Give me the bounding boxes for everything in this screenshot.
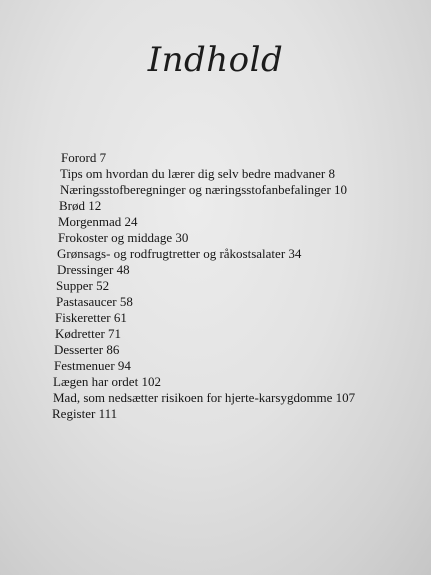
toc-entry: Supper 52 xyxy=(56,278,110,293)
toc-entry: Tips om hvordan du lærer dig selv bedre madvaner 8 xyxy=(60,166,335,181)
toc-entry: Mad, som nedsætter risikoen for hjerte-karsygdomme 107 xyxy=(53,390,356,405)
toc-entry: Forord 7 xyxy=(61,150,107,165)
toc-entry: Frokoster og middage 30 xyxy=(58,230,189,245)
toc-entry: Festmenuer 94 xyxy=(54,358,131,373)
toc-entry: Register 111 xyxy=(52,406,118,421)
toc-entry: Lægen har ordet 102 xyxy=(53,374,161,389)
toc-entry: Fiskeretter 61 xyxy=(55,310,127,325)
toc-entry: Næringsstofberegninger og næringsstofanbefalinger 10 xyxy=(60,182,348,197)
toc-entry: Pastasaucer 58 xyxy=(56,294,133,309)
toc-entry: Dressinger 48 xyxy=(57,262,130,277)
toc-entry: Morgenmad 24 xyxy=(58,214,138,229)
toc-entry: Brød 12 xyxy=(59,198,102,213)
toc-entry: Desserter 86 xyxy=(54,342,120,357)
page-title: Indhold xyxy=(147,40,284,80)
toc-entry: Grønsags- og rodfrugtretter og råkostsalater 34 xyxy=(57,246,302,261)
toc-entry: Kødretter 71 xyxy=(55,326,122,341)
